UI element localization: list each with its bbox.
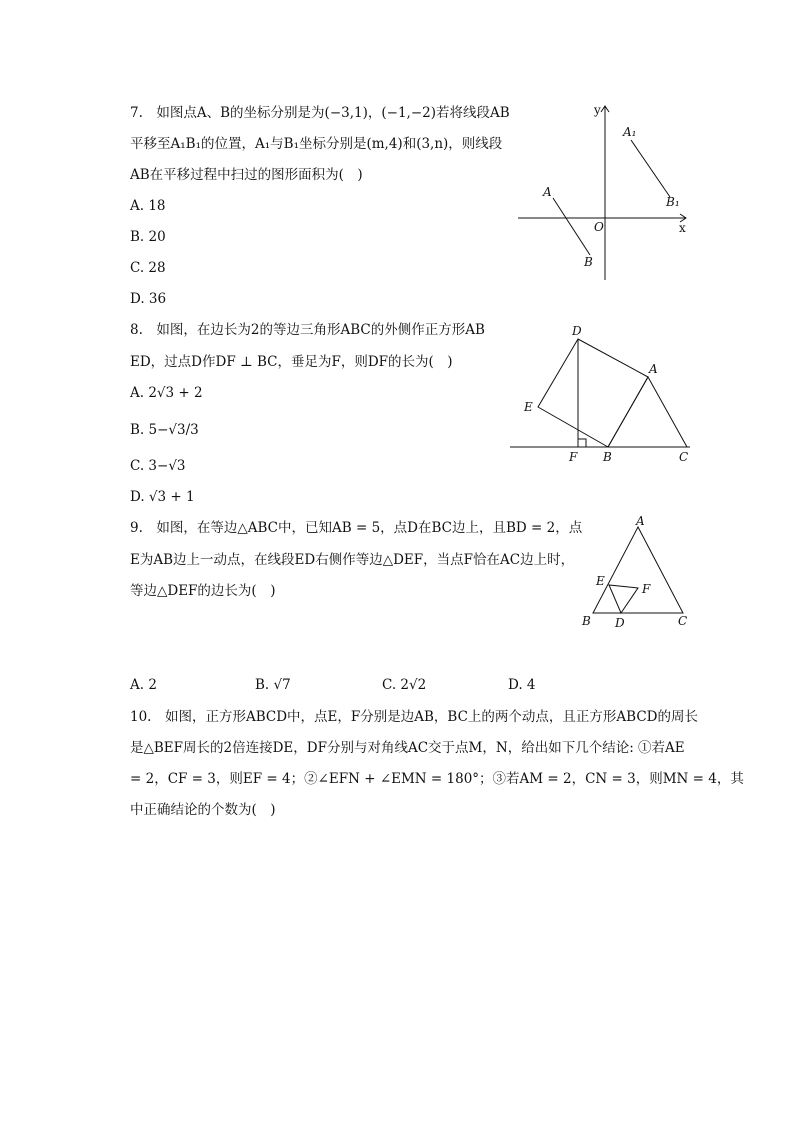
- q7-option-a: A. 18: [130, 198, 166, 214]
- origin-label: O: [594, 220, 604, 234]
- q8-square-triangle-figure: [505, 320, 700, 468]
- q10-line-2: 是△BEF周长的2倍连接DE，DF分别与对角线AC交于点M，N，给出如下几个结论: ①若AE: [130, 740, 685, 756]
- triangle-def: [609, 585, 638, 613]
- q9-equilateral-figure: [575, 515, 700, 635]
- point-b1-label: B₁: [666, 195, 680, 209]
- q8-option-a: A. 2√3 + 2: [130, 385, 203, 401]
- q8-line-1: 8. 如图，在边长为2的等边三角形ABC的外侧作正方形AB: [130, 322, 485, 338]
- q9-line-1: 9. 如图，在等边△ABC中，已知AB = 5，点D在BC边上，且BD = 2，点: [130, 520, 583, 536]
- square-abed: [538, 339, 648, 447]
- point-e-label: E: [596, 574, 605, 588]
- q7-coordinate-figure: [510, 98, 700, 288]
- triangle-abc: [593, 527, 683, 613]
- q8-line-2: ED，过点D作DF ⊥ BC，垂足为F，则DF的长为( ): [130, 354, 453, 370]
- q9-option-b: B. √7: [255, 677, 291, 693]
- q9-line-3: 等边△DEF的边长为( ): [130, 583, 276, 599]
- q7-option-c: C. 28: [130, 260, 166, 276]
- segment-ab: [553, 198, 590, 255]
- q9-option-c: C. 2√2: [382, 677, 427, 693]
- point-f-label: F: [569, 450, 578, 464]
- q8-option-d: D. √3 + 1: [130, 489, 195, 505]
- q8-option-c: C. 3−√3: [130, 458, 186, 474]
- q9-option-a: A. 2: [130, 677, 157, 693]
- right-angle-mark: [578, 439, 586, 447]
- point-d-label: D: [615, 616, 625, 630]
- point-e-label: E: [524, 400, 533, 414]
- triangle-abc: [608, 377, 687, 447]
- q9-option-d: D. 4: [508, 677, 536, 693]
- point-d-label: D: [572, 324, 582, 338]
- q7-line-1: 7. 如图点A、B的坐标分别是为(−3,1)，(−1,−2)若将线段AB: [130, 105, 510, 121]
- point-f-label: F: [642, 582, 651, 596]
- x-axis-label: x: [679, 221, 686, 235]
- segment-a1b1: [631, 140, 670, 197]
- point-c-label: C: [678, 614, 688, 628]
- point-a-label: A: [649, 362, 658, 376]
- q7-option-b: B. 20: [130, 229, 166, 245]
- y-axis-label: y: [594, 103, 601, 117]
- q8-option-b: B. 5−√3/3: [130, 422, 199, 438]
- q7-option-d: D. 36: [130, 291, 167, 307]
- point-b-label: B: [584, 255, 593, 269]
- q9-line-2: E为AB边上一动点，在线段ED右侧作等边△DEF，当点F恰在AC边上时，: [130, 552, 575, 568]
- q10-line-3: = 2，CF = 3，则EF = 4；②∠EFN + ∠EMN = 180°；③若AM = 2，CN = 3，则MN = 4，其: [130, 771, 744, 787]
- point-b-label: B: [603, 450, 612, 464]
- point-a-label: A: [543, 185, 552, 199]
- point-a-label: A: [636, 515, 645, 528]
- q10-line-4: 中正确结论的个数为( ): [130, 802, 276, 818]
- point-c-label: C: [679, 450, 689, 464]
- point-a1-label: A₁: [623, 125, 637, 139]
- q7-line-2: 平移至A₁B₁的位置，A₁与B₁坐标分别是(m,4)和(3,n)，则线段: [130, 136, 503, 152]
- q10-line-1: 10. 如图，正方形ABCD中，点E，F分别是边AB，BC上的两个动点，且正方形ABCD的周长: [130, 709, 699, 725]
- point-b-label: B: [582, 614, 591, 628]
- q7-line-3: AB在平移过程中扫过的图形面积为( ): [130, 167, 363, 183]
